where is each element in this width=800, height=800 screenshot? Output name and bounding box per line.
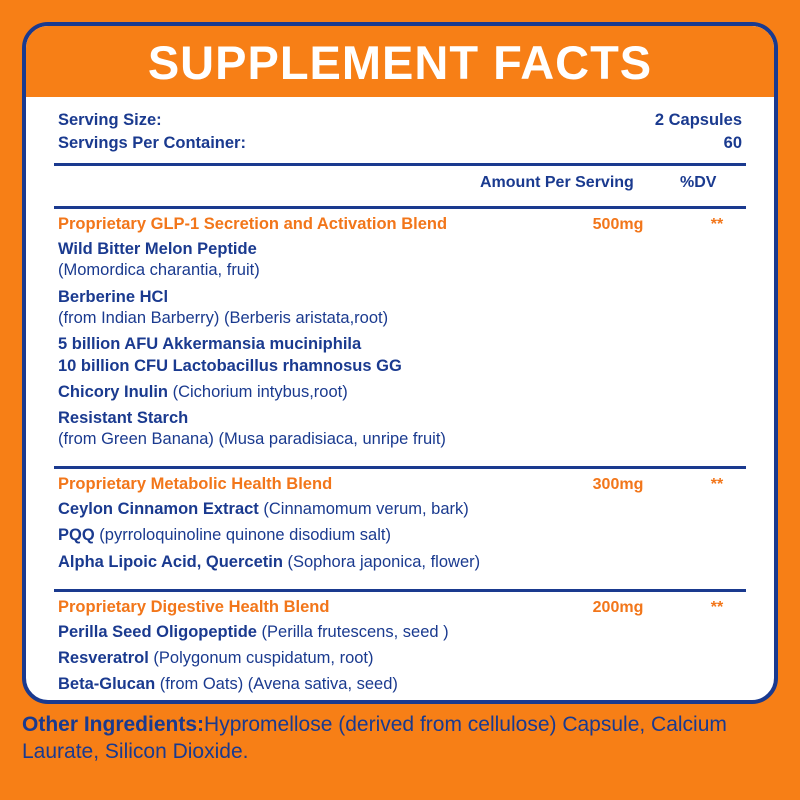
list-item <box>58 552 742 573</box>
blend-header <box>58 215 742 234</box>
blend-name: Proprietary Digestive Health Blend <box>58 597 330 616</box>
blend-amount: 300mg <box>592 476 644 494</box>
blend-name: Proprietary Metabolic Health Blend <box>58 475 333 494</box>
blend-dv: ** <box>710 476 724 494</box>
header-percent-dv: %DV <box>680 174 717 192</box>
blend-dv: ** <box>710 598 724 616</box>
blend-group <box>52 209 748 458</box>
list-item <box>58 334 742 355</box>
ingredient-name: 10 billion CFU Lactobacillus rhamnosus GG <box>58 356 402 375</box>
ingredient-name: Resistant Starch <box>58 409 189 428</box>
ingredient-name: Resveratrol <box>58 648 149 667</box>
ingredient-name: Wild Bitter Melon Peptide <box>58 240 257 259</box>
other-ingredients-text: Hypromellose (derived from cellulose) Capsule, Calcium Laurate, Silicon Dioxide. <box>22 713 727 763</box>
ingredient-source: (Polygonum cuspidatum, root) <box>148 648 374 667</box>
servings-per-container-label: Servings Per Container: <box>58 134 246 153</box>
other-ingredients <box>22 712 782 765</box>
ingredient-source: (from Indian Barberry) (Berberis aristata,root) <box>58 308 389 327</box>
blend-header <box>58 475 742 494</box>
header-amount-per-serving: Amount Per Serving <box>480 174 634 192</box>
ingredient-name: Berberine HCl <box>58 287 169 306</box>
list-item <box>58 408 742 450</box>
ingredient-source: (Momordica charantia, fruit) <box>58 261 260 280</box>
blend-amount: 500mg <box>592 216 644 234</box>
blend-header <box>58 598 742 617</box>
ingredient-source: (Cinnamomum verum, bark) <box>258 500 469 519</box>
ingredient-source: (pyrroloquinoline quinone disodium salt) <box>94 526 391 545</box>
blend-amount: 200mg <box>592 598 644 616</box>
ingredient-name: 5 billion AFU Akkermansia muciniphila <box>58 334 362 353</box>
ingredient-name: Ceylon Cinnamon Extract <box>58 500 259 519</box>
blend-group <box>52 592 748 703</box>
list-item <box>58 382 742 403</box>
serving-size-value: 2 Capsules <box>654 111 742 130</box>
ingredient-name: Alpha Lipoic Acid, Quercetin <box>58 552 283 571</box>
blend-group <box>52 469 748 580</box>
ingredient-source: (from Green Banana) (Musa paradisiaca, unripe fruit) <box>58 430 446 449</box>
ingredient-source: (Sophora japonica, flower) <box>282 552 481 571</box>
ingredient-name: PQQ <box>58 526 95 545</box>
list-item <box>58 239 742 281</box>
serving-info <box>52 97 748 155</box>
list-item <box>58 356 742 377</box>
serving-size-label: Serving Size: <box>58 111 162 130</box>
ingredient-source: (from Oats) (Avena sativa, seed) <box>155 674 398 693</box>
list-item <box>58 674 742 695</box>
blend-name: Proprietary GLP-1 Secretion and Activation Blend <box>58 215 448 234</box>
list-item <box>58 648 742 669</box>
column-headers <box>52 166 748 198</box>
page-title: SUPPLEMENT FACTS <box>26 26 774 97</box>
servings-per-container-value: 60 <box>723 134 742 153</box>
facts-body <box>26 97 774 703</box>
ingredient-source: (Cichorium intybus,root) <box>168 383 348 401</box>
list-item <box>58 622 742 643</box>
supplement-facts-panel <box>22 22 778 704</box>
list-item <box>58 287 742 329</box>
list-item <box>58 525 742 546</box>
servings-per-container-row <box>52 132 748 155</box>
list-item <box>58 499 742 520</box>
ingredient-name: Perilla Seed Oligopeptide <box>58 622 257 641</box>
ingredient-name: Chicory Inulin <box>58 383 169 401</box>
serving-size-row <box>52 109 748 132</box>
ingredient-source: (Perilla frutescens, seed ) <box>256 622 449 641</box>
ingredient-name: Beta-Glucan <box>58 674 156 693</box>
other-ingredients-label: Other Ingredients: <box>22 713 205 736</box>
blend-dv: ** <box>710 216 724 234</box>
